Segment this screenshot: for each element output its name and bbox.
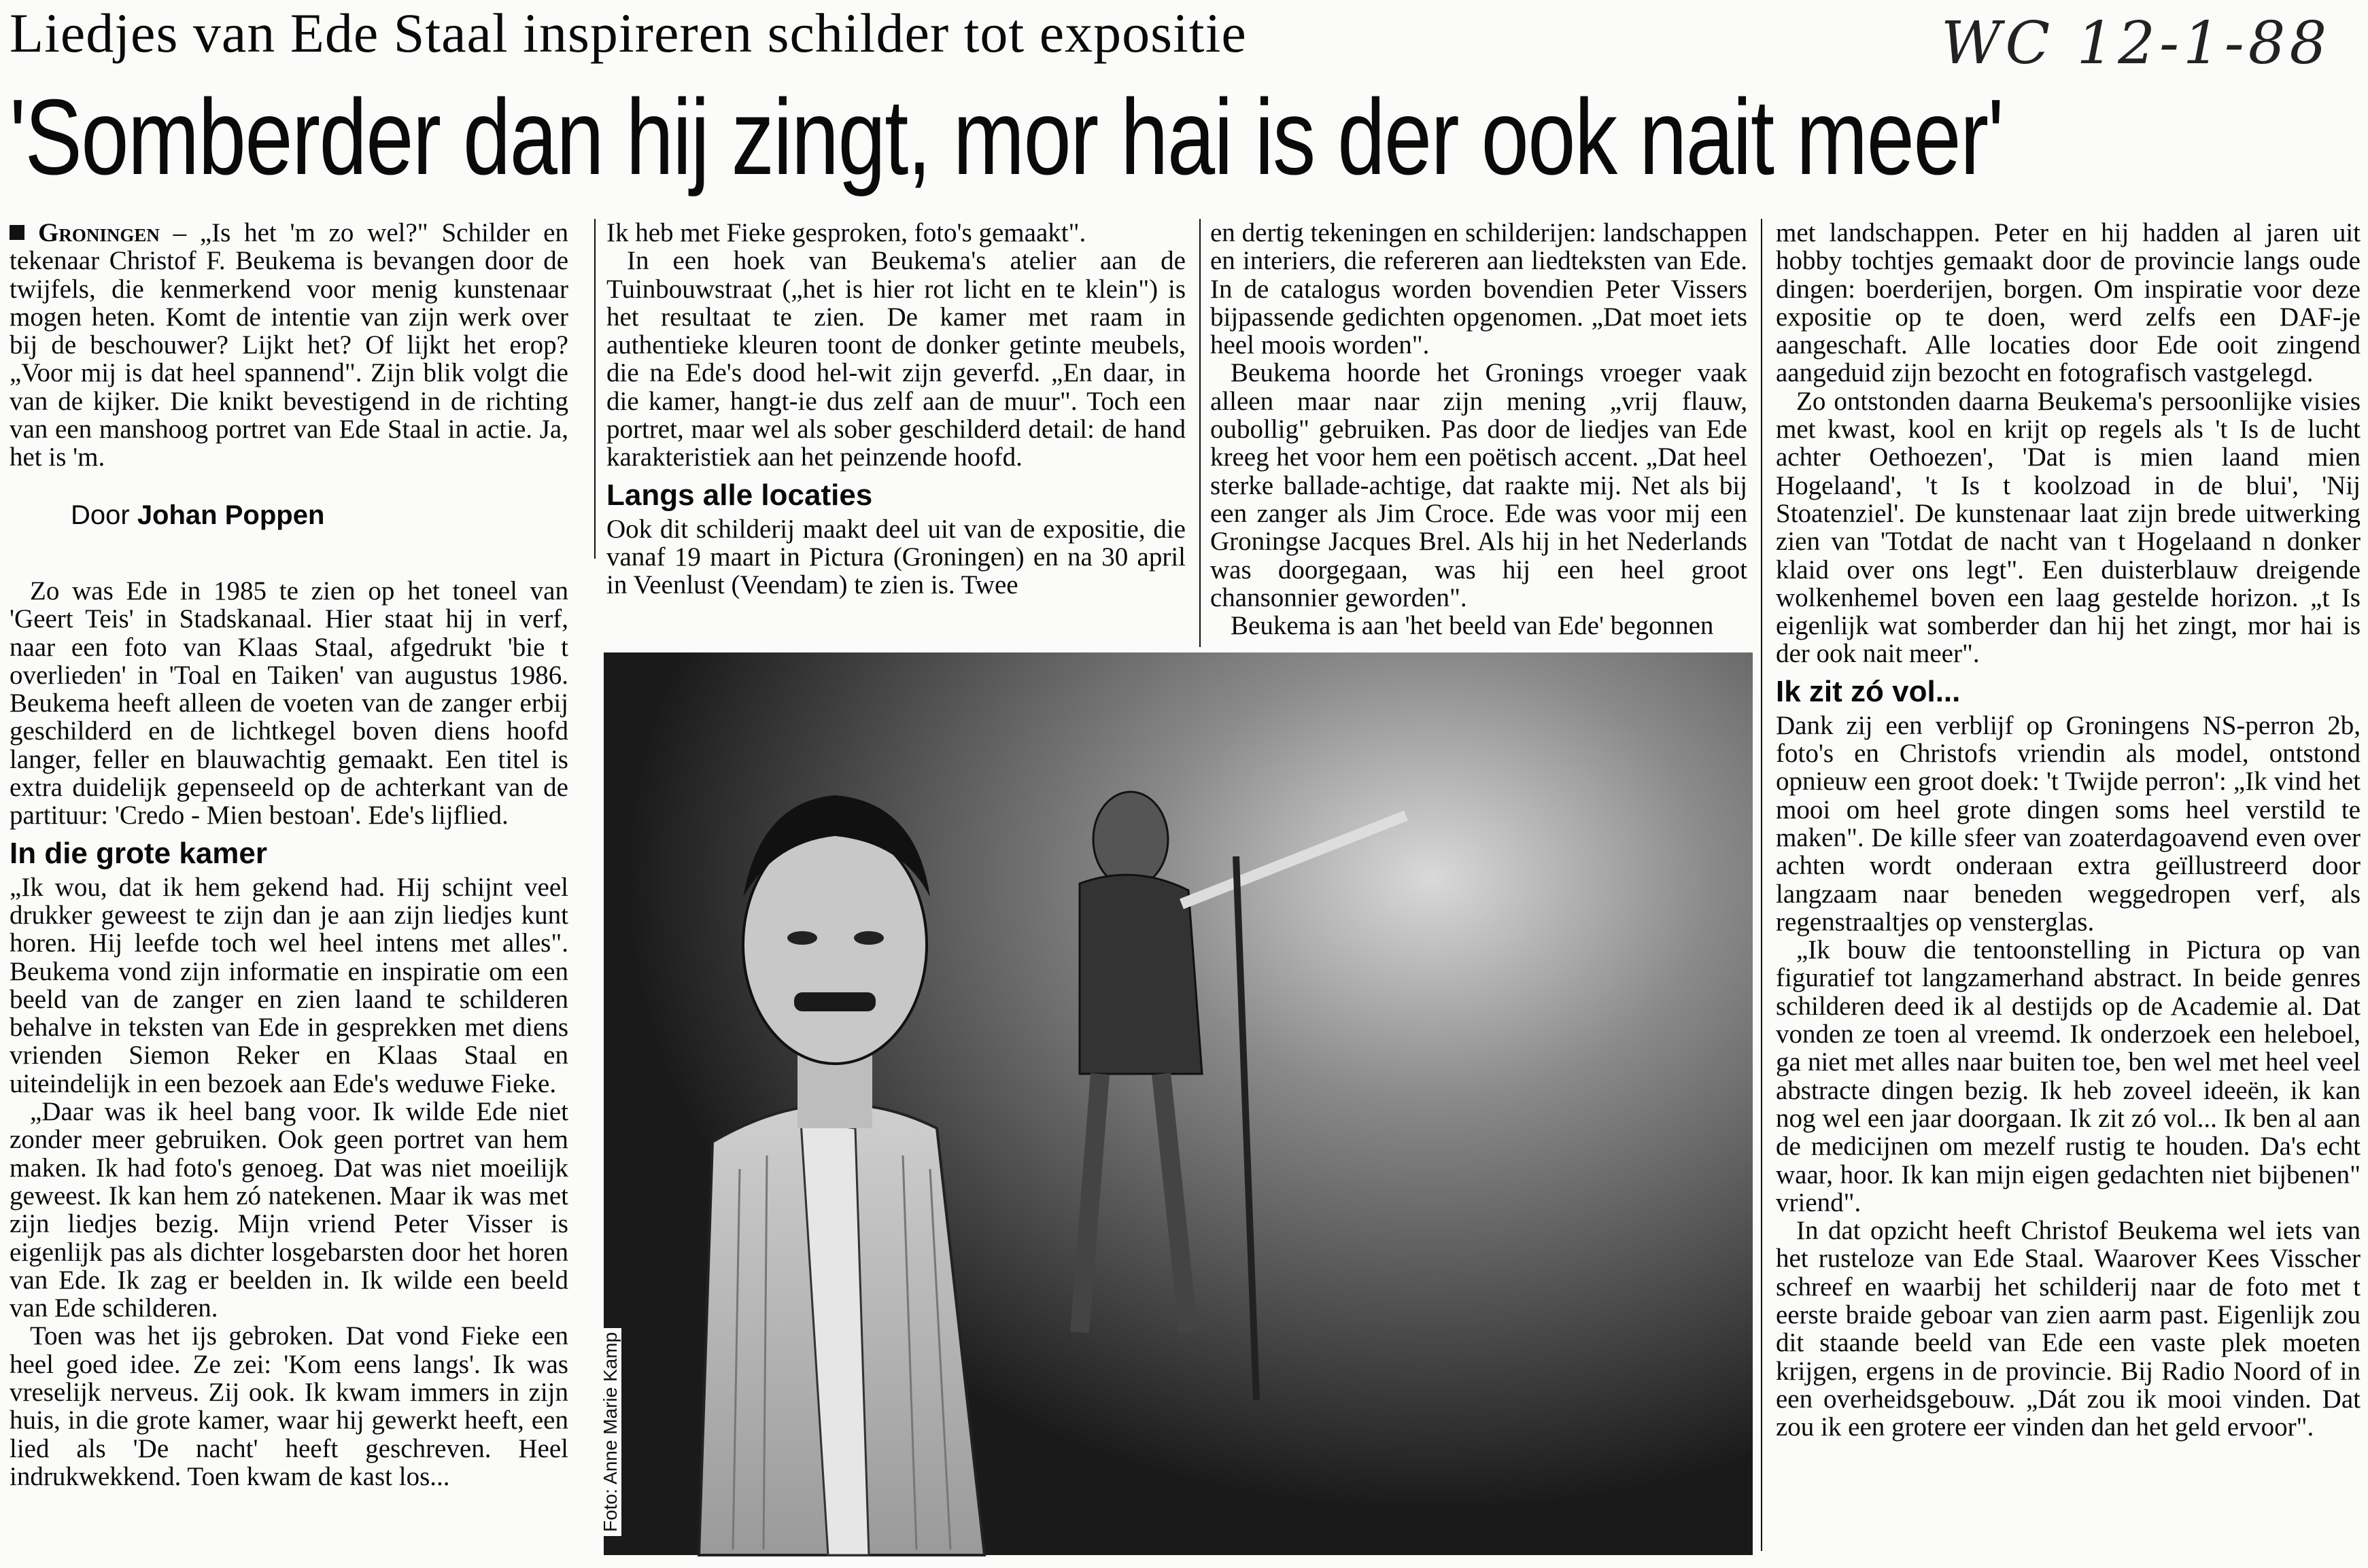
main-headline: 'Somberder dan hij zingt, mor hai is der ook nait meer' <box>10 77 2004 197</box>
subheading: Ik zit zó vol... <box>1776 674 1961 708</box>
column-rule <box>1199 219 1201 647</box>
body-paragraph: Beukema is aan 'het beeld van Ede' begonnen <box>1231 611 1714 641</box>
body-paragraph: In dat opzicht heeft Christof Beukema wel iets van het rusteloze van Ede Staal. Waarover Kees Visscher schreef en waarbij het schilderij naar de foto met t eerste braide geboar van zien aarm past. Eigenlijk zou dit staande beeld van Ede een vaste plek moeten krijgen, ergens in de provincie. Bij Radio Noord of in een overheidsgebouw. „Dát zou ik mooi vinden. Dat zou ik een grotere eer vinden dan het geld ervoor". <box>1776 1216 2361 1442</box>
dateline: Groningen <box>38 218 160 247</box>
photo-credit: Foto: Anne Marie Kamp <box>600 1328 621 1536</box>
photo-image <box>604 652 1753 1555</box>
article-photo <box>600 652 1753 1555</box>
body-paragraph: Zo was Ede in 1985 te zien op het toneel van 'Geert Teis' in Stadskanaal. Hier staat hij in verf, naar een foto van Klaas Staal, afgedrukt 'bie t overlieden' in 'Toal en Taiken' van augustus 1986. Beukema heeft alleen de voeten van de zanger erbij geschilderd en de lichtkegel boven diens hoofd langer, feller en blauwachtig gemaakt. Een titel is extra duidelijk gepenseeld op de achterkant van de partituur: 'Credo - Mien bestoan'. Ede's lijflied. <box>10 576 568 831</box>
bullet-square-icon <box>10 225 24 240</box>
column-rule <box>1761 219 1762 1551</box>
article-column-4 <box>1776 219 2361 1441</box>
body-paragraph: Ook dit schilderij maakt deel uit van de expositie, die vanaf 19 maart in Pictura (Groningen) en na 30 april in Veenlust (Veendam) te zien is. Twee <box>606 514 1186 600</box>
article-column-2 <box>606 219 1186 599</box>
body-paragraph: Zo ontstonden daarna Beukema's persoonlijke visies met kwast, kool en krijt op regels als 't Is de lucht achter Oethoezen', 'Dat is mien laand mien Hogelaand', 't Is t koolzoad in de blui', 'Nij Stoatenziel'. De kunstenaar laat zijn brede uitwerking zien van 'Totdat de nacht van t Hogelaand n donker klaid over ons legt". Een duisterblauw dreigende wolkenhemel boven een laag gestelde horizon. „t Is eigenlijk wat somberder dan hij het zingt, mor hai is der ook nait meer". <box>1776 386 2361 669</box>
body-paragraph: Beukema hoorde het Gronings vroeger vaak alleen maar naar zijn mening „vrij flauw, oubollig" gebruiken. Pas door de liedjes van Ede kreeg het voor hem een poëtisch accent. „Dat heel sterke ballade-achtige, dat raakte mij. Net als bij een zanger als Jim Croce. Ede was voor mij een Groningse Jacques Brel. Als hij in het Nederlands was doorgegaan, was hij een heel groot chansonnier geworden". <box>1210 358 1747 612</box>
subheading: In die grote kamer <box>10 836 268 870</box>
body-paragraph: „Ik bouw die tentoonstelling in Pictura op van figuratief tot langzamerhand abstract. In beide genres schilderen deed ik al destijds op de Academie al. Dat vonden ze toen al vreemd. Ik onderzoek een heleboel, ga niet met alles naar buiten toe, ben wel met heel veel abstracte dingen bezig. Ik heb zoveel ideeën, ik kan nog wel een jaar doorgaan. Ik zit zó vol... Ik ben al aan de medicijnen om mezelf rustig te houden. Da's echt waar, hoor. Ik kan mijn eigen gedachten niet bijbenen" vriend". <box>1776 935 2361 1217</box>
body-paragraph: „Daar was ik heel bang voor. Ik wilde Ede niet zonder meer gebruiken. Ook geen portret van hem maken. Ik had foto's genoeg. Dat was niet moeilijk geweest. Ik kan hem zó natekenen. Maar ik was met zijn liedjes bezig. Mijn vriend Peter Visser is eigenlijk pas als dichter losgebarsten door het horen van Ede. Ik zag er beelden in. Ik wilde een beeld van Ede schilderen. <box>10 1097 568 1323</box>
byline: Door Johan Poppen <box>71 500 325 530</box>
body-paragraph: met landschappen. Peter en hij hadden al jaren uit hobby tochtjes gemaakt door de provincie langs oude dingen: boerderijen, borgen. Om inspiratie voor deze expositie op te doen, werd zelfs een DAF-je aangeschaft. Alle locaties door Ede ooit zingend aangeduid zijn bezocht en fotografisch vastgelegd. <box>1776 218 2361 388</box>
article-column-1 <box>10 219 568 1491</box>
article-column-3 <box>1210 219 1747 640</box>
body-paragraph: Dank zij een verblijf op Groningens NS-perron 2b, foto's en Christofs vriendin als model, ontstond opnieuw een groot doek: 't Twijde perron': „Ik vind het mooi om heel grote dingen soms heel verstild te maken". De kille sfeer van zoaterdagoavend even over achten wordt onderaan extra geïllustreerd door langzaam naar beneden weggedropen verf, als regenstraaltjes op vensterglas. <box>1776 710 2361 937</box>
kicker-headline: Liedjes van Ede Staal inspireren schilder tot expositie <box>10 2 1247 64</box>
author-name: Johan Poppen <box>137 500 325 530</box>
body-paragraph: Ik heb met Fieke gesproken, foto's gemaakt". <box>606 218 1086 247</box>
body-paragraph: In een hoek van Beukema's atelier aan de Tuinbouwstraat („het is hier rot licht en te klein") is het resultaat te zien. De kamer met raam in authentieke kleuren toont de donker getinte meubels, die na Ede's dood hel-wit zijn geverfd. „En daar, in die kamer, hangt-ie dus zelf aan de muur". Toch een portret, maar wel als sober geschilderd detail: de hand karakteristiek aan het peinzende hoofd. <box>606 246 1186 472</box>
body-paragraph: en dertig tekeningen en schilderijen: landschappen en interiers, die refereren aan liedteksten van Ede. In de catalogus worden bovendien Peter Vissers bijpassende gedichten opgenomen. „Dat moet iets heel moois worden". <box>1210 218 1747 360</box>
lead-paragraph: Groningen – „Is het 'm zo wel?" Schilder en tekenaar Christof F. Beukema is bevangen door de twijfels, die kenmerkend voor menig kunstenaar mogen heten. Komt de intentie van zijn werk over bij de beschouwer? Lijkt het? Of lijkt het erop? „Voor mij is dat heel spannend". Zijn blik volgt die van de kijker. Die knikt bevestigend in de richting van een manshoog portret van Ede Staal in actie. Ja, het is 'm. <box>10 218 568 472</box>
body-paragraph: „Ik wou, dat ik hem gekend had. Hij schijnt veel drukker geweest te zijn dan je aan zijn liedjes kunt horen. Hij leefde toch wel heel intens met alles". Beukema vond zijn informatie en inspiratie om een beeld van de zanger en zien laand te schilderen behalve in teksten van Ede in gesprekken met diens vrienden Siemon Reker en Klaas Staal en uiteindelijk in een bezoek aan Ede's weduwe Fieke. <box>10 872 568 1098</box>
column-rule <box>594 219 596 559</box>
subheading: Langs alle locaties <box>606 478 873 512</box>
handwritten-date-note: WC 12-1-88 <box>1941 10 2331 77</box>
body-paragraph: Toen was het ijs gebroken. Dat vond Fieke een heel goed idee. Ze zei: 'Kom eens langs'. Ik was vreselijk nerveus. Zij ook. Ik kwam immers in zijn huis, in die grote kamer, waar hij gewerkt heeft, een lied als 'De nacht' heeft geschreven. Heel indrukwekkend. Toen kwam de kast los... <box>10 1321 568 1491</box>
